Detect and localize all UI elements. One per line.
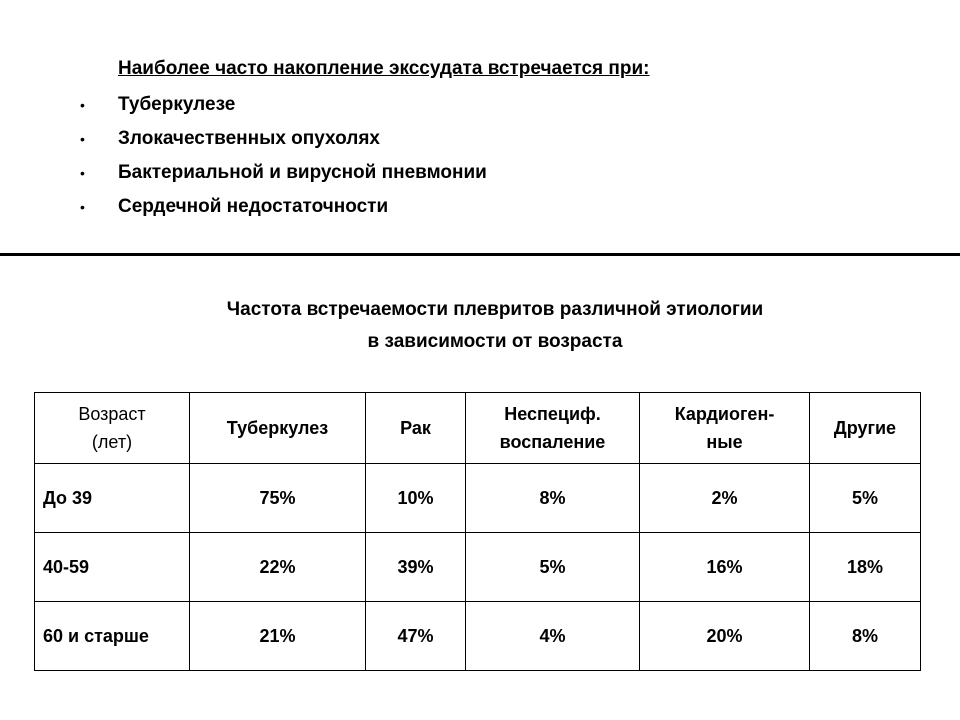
- cell-age: 40-59: [35, 533, 190, 602]
- table-header-row: [35, 393, 921, 464]
- cell-age: 60 и старше: [35, 602, 190, 671]
- table-row: [35, 533, 921, 602]
- header-nonspecific: Неспециф. воспаление: [466, 393, 640, 464]
- list-item-text: Бактериальной и вирусной пневмонии: [118, 162, 487, 183]
- header-tuberculosis: Туберкулез: [190, 393, 366, 464]
- cell-other: 18%: [810, 533, 921, 602]
- table-title-line2: в зависимости от возраста: [367, 331, 623, 352]
- cell-cardiogenic: 2%: [640, 464, 810, 533]
- cell-tuberculosis: 75%: [190, 464, 366, 533]
- cell-cancer: 47%: [366, 602, 466, 671]
- cell-cancer: 10%: [366, 464, 466, 533]
- table-row: [35, 602, 921, 671]
- cell-nonspecific: 5%: [466, 533, 640, 602]
- cell-nonspecific: 8%: [466, 464, 640, 533]
- etiology-table: [34, 392, 921, 671]
- cell-other: 5%: [810, 464, 921, 533]
- cell-cancer: 39%: [366, 533, 466, 602]
- table-row: [35, 464, 921, 533]
- cell-tuberculosis: 21%: [190, 602, 366, 671]
- section-heading: Наиболее часто накопление экссудата встречается при:: [118, 58, 650, 79]
- header-age: Возраст (лет): [35, 393, 190, 464]
- cell-tuberculosis: 22%: [190, 533, 366, 602]
- horizontal-divider: [0, 253, 960, 256]
- table-title-line1: Частота встречаемости плевритов различной этиологии: [226, 299, 764, 320]
- list-item-text: Туберкулезе: [118, 94, 236, 115]
- list-item-text: Сердечной недостаточности: [118, 196, 389, 217]
- bullet-icon: •: [80, 131, 85, 147]
- cell-age: До 39: [35, 464, 190, 533]
- header-cardiogenic: Кардиоген- ные: [640, 393, 810, 464]
- cell-nonspecific: 4%: [466, 602, 640, 671]
- cell-cardiogenic: 20%: [640, 602, 810, 671]
- cell-other: 8%: [810, 602, 921, 671]
- bullet-icon: •: [80, 165, 85, 181]
- bullet-icon: •: [80, 97, 85, 113]
- cell-cardiogenic: 16%: [640, 533, 810, 602]
- list-item-text: Злокачественных опухолях: [118, 128, 381, 149]
- table-title: [0, 294, 960, 358]
- header-other: Другие: [810, 393, 921, 464]
- header-cancer: Рак: [366, 393, 466, 464]
- bullet-icon: •: [80, 199, 85, 215]
